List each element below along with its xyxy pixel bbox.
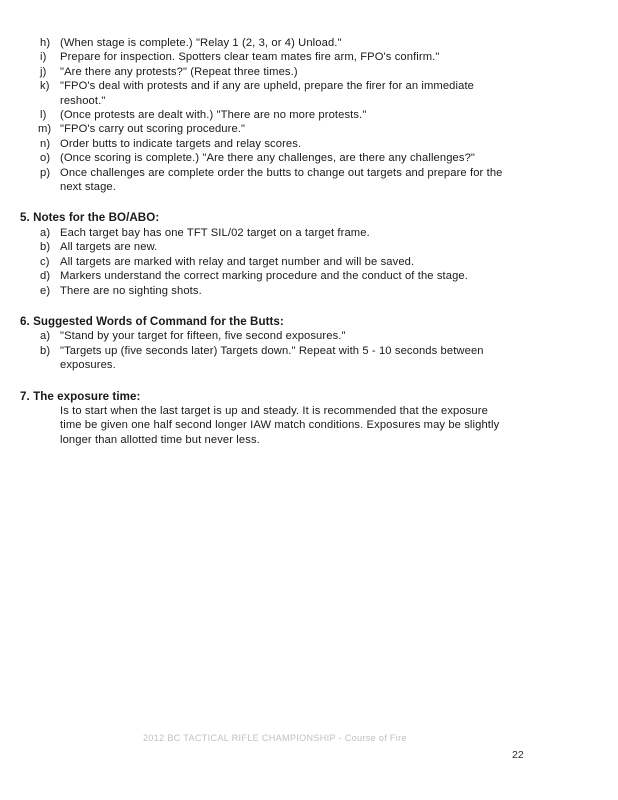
spacer bbox=[0, 298, 618, 315]
section-6-list bbox=[0, 329, 618, 372]
list-marker: c) bbox=[40, 255, 50, 268]
section-5-heading: 5. Notes for the BO/ABO: bbox=[20, 211, 160, 225]
list-item-text: "FPO's deal with protests and if any are upheld, prepare the firer for an immediate reshoot." bbox=[60, 80, 475, 107]
section-5 bbox=[0, 211, 618, 297]
list-marker: m) bbox=[38, 123, 52, 136]
list-item bbox=[0, 36, 618, 50]
list-marker: d) bbox=[40, 270, 51, 283]
section-7 bbox=[0, 390, 618, 448]
list-marker: a) bbox=[40, 330, 51, 343]
list-item-text: Order butts to indicate targets and relay scores. bbox=[60, 137, 302, 150]
list-item bbox=[0, 329, 618, 343]
list-marker: b) bbox=[40, 344, 51, 357]
list-item bbox=[0, 255, 618, 269]
list-item-text: All targets are marked with relay and target number and will be saved. bbox=[60, 255, 415, 268]
list-marker: l) bbox=[40, 109, 47, 122]
list-marker: e) bbox=[40, 284, 51, 297]
list-marker: o) bbox=[40, 152, 51, 165]
list-item bbox=[0, 122, 618, 136]
continued-alpha-list bbox=[0, 36, 618, 194]
list-item-text: There are no sighting shots. bbox=[60, 284, 202, 297]
list-marker: p) bbox=[40, 166, 51, 179]
list-marker: a) bbox=[40, 226, 51, 239]
list-item bbox=[0, 137, 618, 151]
spacer bbox=[0, 373, 618, 390]
list-item bbox=[0, 65, 618, 79]
list-item-text: Once challenges are complete order the butts to change out targets and prepare for the next stage. bbox=[60, 166, 503, 194]
list-item-text: Prepare for inspection. Spotters clear team mates fire arm, FPO's confirm." bbox=[60, 51, 440, 64]
list-item bbox=[0, 284, 618, 298]
list-item bbox=[0, 50, 618, 64]
list-marker: n) bbox=[40, 137, 51, 150]
list-item bbox=[0, 108, 618, 122]
list-marker: b) bbox=[40, 241, 51, 254]
list-item-text: Each target bay has one TFT SIL/02 target on a target frame. bbox=[60, 226, 370, 239]
list-item-text: (Once scoring is complete.) "Are there any challenges, are there any challenges?" bbox=[60, 152, 476, 165]
page-number: 22 bbox=[512, 749, 524, 761]
list-item-text: "Are there any protests?" (Repeat three times.) bbox=[60, 65, 298, 78]
list-marker: k) bbox=[40, 80, 50, 93]
list-marker: j) bbox=[40, 65, 47, 78]
list-item-text: Markers understand the correct marking procedure and the conduct of the stage. bbox=[60, 270, 468, 283]
spacer bbox=[0, 194, 618, 211]
section-5-list bbox=[0, 226, 618, 298]
footer-title: 2012 BC TACTICAL RIFLE CHAMPIONSHIP - Course of Fire bbox=[143, 733, 407, 743]
list-item bbox=[0, 240, 618, 254]
section-7-body: Is to start when the last target is up and steady. It is recommended that the exposure time be given one half second longer IAW match conditions. Exposures may be slightly longer than allotted time but never less. bbox=[60, 404, 500, 446]
section-7-heading: 7. The exposure time: bbox=[20, 389, 141, 403]
list-item bbox=[0, 79, 618, 108]
list-item-text: "Stand by your target for fifteen, five second exposures." bbox=[60, 330, 346, 343]
list-item bbox=[0, 151, 618, 165]
list-item-text: "FPO's carry out scoring procedure." bbox=[60, 123, 246, 136]
page-content bbox=[0, 36, 618, 447]
list-item-text: All targets are new. bbox=[60, 241, 158, 254]
list-marker: i) bbox=[40, 51, 47, 64]
list-item bbox=[0, 344, 618, 373]
list-item-text: (Once protests are dealt with.) "There are no more protests." bbox=[60, 109, 367, 122]
list-item-text: "Targets up (five seconds later) Targets down." Repeat with 5 - 10 seconds between exposures. bbox=[60, 344, 484, 372]
list-marker: h) bbox=[40, 37, 51, 49]
list-item bbox=[0, 226, 618, 240]
list-item-text: (When stage is complete.) "Relay 1 (2, 3, or 4) Unload." bbox=[60, 37, 342, 49]
list-item bbox=[0, 269, 618, 283]
section-6-heading: 6. Suggested Words of Command for the Butts: bbox=[20, 314, 284, 328]
section-6 bbox=[0, 315, 618, 373]
list-item bbox=[0, 166, 618, 195]
page-footer bbox=[0, 733, 618, 773]
